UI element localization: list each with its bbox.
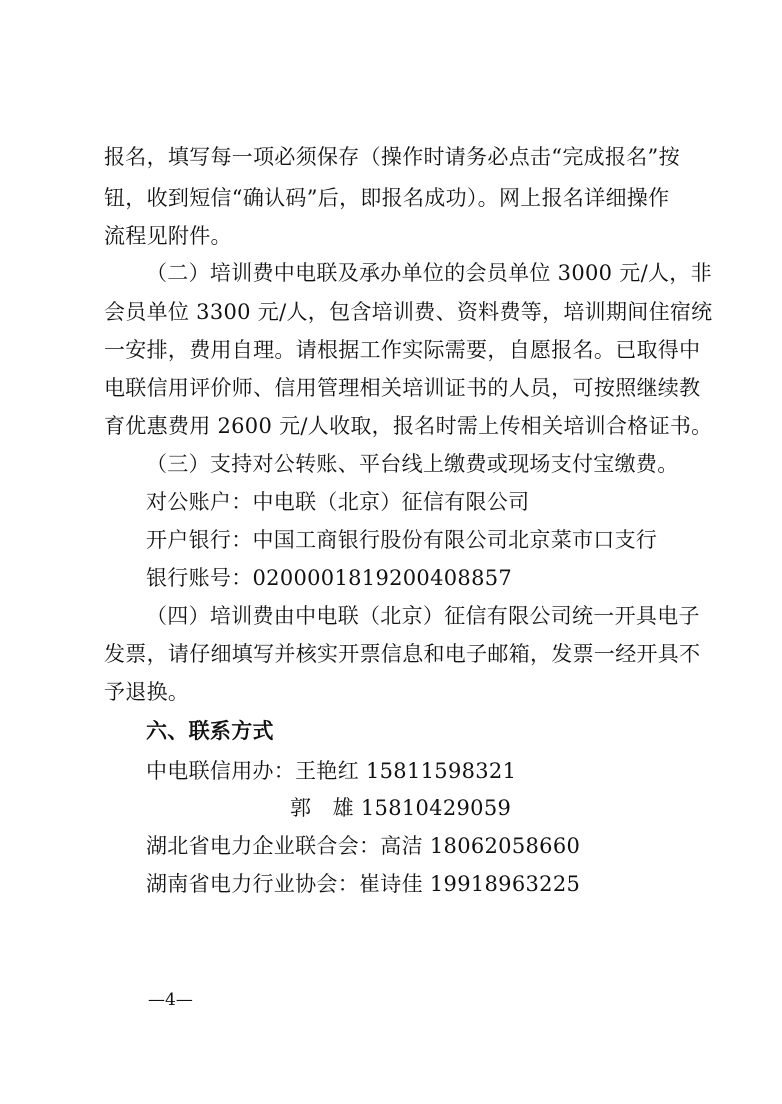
paragraph-line: 一安排，费用自理。请根据工作实际需要，自愿报名。已取得中: [104, 338, 701, 362]
paragraph-line: （二）培训费中电联及承办单位的会员单位 3000 元/人，非: [146, 261, 712, 285]
contact-line: 郭 雄 15810429059: [290, 796, 512, 820]
paragraph-line: 发票，请仔细填写并核实开票信息和电子邮箱，发票一经开具不: [104, 642, 701, 666]
paragraph-line: 钮，收到短信“确认码”后，即报名成功）。网上报名详细操作: [104, 186, 670, 210]
paragraph-line: 会员单位 3300 元/人，包含培训费、资料费等，培训期间住宿统: [104, 300, 713, 324]
contact-line: 中电联信用办：王艳红 15811598321: [146, 759, 517, 783]
paragraph-line: （三）支持对公转账、平台线上缴费或现场支付宝缴费。: [146, 452, 679, 476]
account-bank: 开户银行：中国工商银行股份有限公司北京菜市口支行: [146, 528, 658, 552]
paragraph-line: 报名，填写每一项必须保存（操作时请务必点击“完成报名”按: [104, 145, 680, 169]
account-number: 银行账号：0200001819200408857: [146, 566, 513, 590]
paragraph-line: 育优惠费用 2600 元/人收取，报名时需上传相关培训合格证书。: [104, 414, 713, 438]
contact-line: 湖北省电力企业联合会：高洁 18062058660: [146, 834, 581, 858]
account-name: 对公账户：中电联（北京）征信有限公司: [146, 490, 530, 514]
paragraph-line: （四）培训费由中电联（北京）征信有限公司统一开具电子: [146, 604, 700, 628]
paragraph-line: 予退换。: [104, 680, 190, 704]
contact-line: 湖南省电力行业协会：崔诗佳 19918963225: [146, 872, 581, 896]
paragraph-line: 电联信用评价师、信用管理相关培训证书的人员，可按照继续教: [104, 376, 701, 400]
paragraph-line: 流程见附件。: [104, 224, 232, 248]
section-heading: 六、联系方式: [146, 719, 274, 743]
page-number: —4—: [148, 990, 193, 1010]
